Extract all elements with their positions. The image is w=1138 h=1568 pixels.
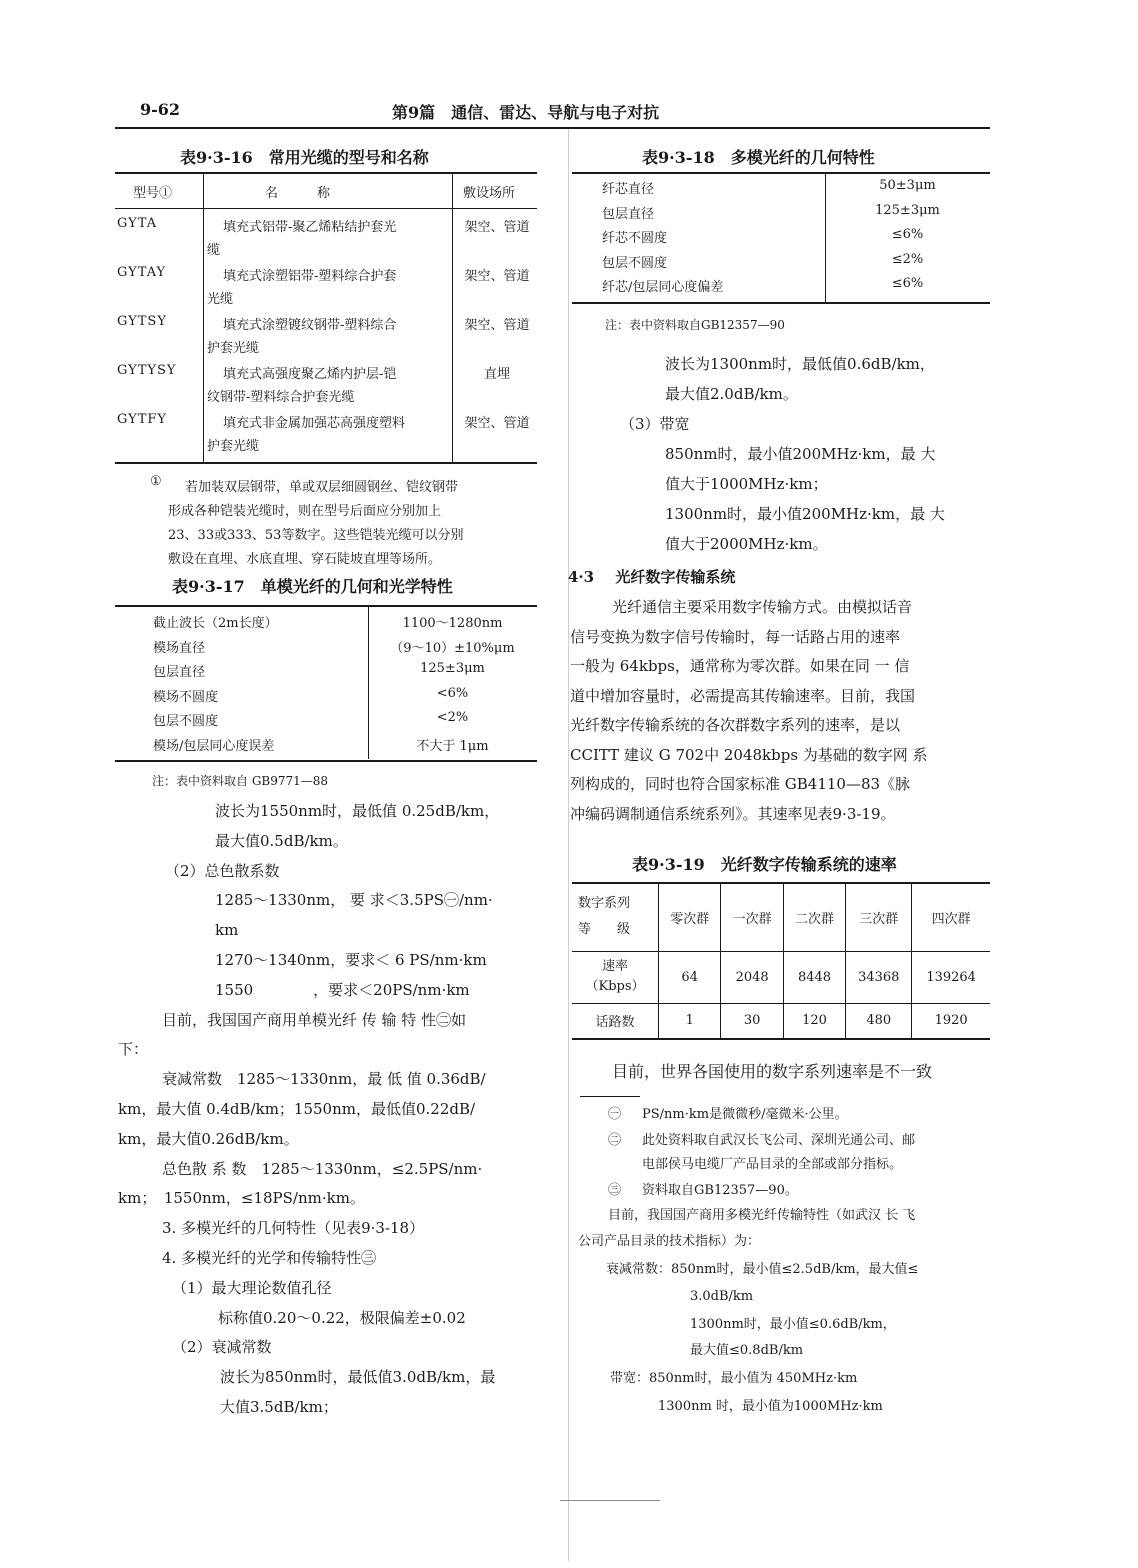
- body-line: 值大于2000MHz·km。: [665, 535, 828, 553]
- paragraph-line: 光纤通信主要采用数字传输方式。由模拟话音: [612, 598, 913, 616]
- footnote-spec-line: 最大值≤0.8dB/km: [690, 1343, 804, 1358]
- table-19-level: 二次群: [783, 883, 845, 951]
- table-16-name: 填充式非金属加强芯高强度塑料: [223, 416, 406, 431]
- bottom-mark: [560, 1500, 660, 1501]
- table-18-value: ≤2%: [891, 251, 924, 267]
- body-line: 大值3.5dB/km；: [220, 1398, 338, 1416]
- table-18-value: ≤6%: [891, 227, 924, 242]
- table-16-name: 填充式涂塑铝带-塑料综合护套: [223, 269, 397, 284]
- footnote-spec-line: 3.0dB/km: [690, 1289, 754, 1304]
- table-19-rate: 34368: [846, 951, 912, 1003]
- page-header-title: 第9篇 通信、雷达、导航与电子对抗: [392, 103, 660, 122]
- table-19-channels: 30: [721, 1003, 783, 1039]
- table-16-col-model: 型号①: [133, 186, 173, 201]
- table-17-value: 125±3μm: [420, 661, 485, 676]
- table-17-note: 注：表中资料取自 GB9771—88: [152, 774, 329, 788]
- table-16-model: GYTAY: [117, 265, 167, 280]
- body-line: 值大于1000MHz·km；: [665, 475, 828, 493]
- body-line: 最大值2.0dB/km。: [665, 385, 798, 403]
- table-19-channels: 1920: [912, 1003, 990, 1039]
- footnote-paragraph-line: 目前，我国国产商用多模光纤传输特性（如武汉 长 飞: [608, 1208, 916, 1223]
- paragraph-line: 信号变换为数字信号传输时，每一话路占用的速率: [570, 627, 901, 646]
- body-line: 1285～1330nm， 要 求＜3.5PS㊀/nm·: [215, 891, 493, 910]
- table-16-name: 填充式铝带-聚乙烯粘结护套光: [223, 220, 397, 235]
- table-16-model: GYTYSY: [117, 363, 177, 378]
- table-19-channels-label: 话路数: [572, 1003, 659, 1039]
- paragraph-line: 冲编码调制通信系统系列》。其速率见表9·3-19。: [570, 804, 896, 823]
- table-18-property: 包层不圆度: [602, 255, 668, 271]
- footnote-text: 此处资料取自武汉长飞公司、深圳光通公司、邮: [642, 1133, 916, 1148]
- table-16: [115, 174, 537, 454]
- table-17-property: 模场不圆度: [153, 689, 219, 705]
- table-16-name-cont: 光缆: [207, 292, 234, 307]
- section-number: 4·3: [568, 568, 595, 586]
- table-16-name-cont: 护套光缆: [207, 439, 260, 454]
- body-line: （2）总色散系数: [165, 861, 280, 880]
- body-line: 最大值0.5dB/km。: [215, 831, 348, 850]
- closing-line: 目前，世界各国使用的数字系列速率是不一致: [612, 1062, 933, 1081]
- body-line: 总色散 系 数 1285～1330nm，≤2.5PS/nm·: [162, 1159, 483, 1178]
- table-16-model: GYTFY: [117, 412, 168, 427]
- body-line: 1550 ，要求＜20PS/nm·km: [215, 980, 470, 999]
- table-16-model: GYTSY: [117, 314, 167, 329]
- table-19-channels: 120: [783, 1003, 845, 1039]
- table-19-rate-label-1: 速率: [601, 959, 628, 974]
- table-16-place: 架空、管道: [464, 220, 530, 235]
- table-16-name: 填充式涂塑镀纹钢带-塑料综合: [223, 318, 397, 333]
- body-line: 3. 多模光纤的几何特性（见表9·3-18）: [162, 1219, 425, 1238]
- table-18-caption: 表9·3-18 多模光纤的几何特性: [642, 148, 875, 167]
- table-18-note: 注：表中资料取自GB12357—90: [605, 318, 785, 332]
- body-line: km； 1550nm，≤18PS/nm·km。: [118, 1189, 365, 1208]
- body-line: km: [215, 921, 239, 940]
- table-16-name: 填充式高强度聚乙烯内护层-铠: [223, 367, 397, 382]
- table-18-value: ≤6%: [891, 276, 924, 291]
- table-17-property: 包层直径: [153, 665, 206, 680]
- table-19: [572, 882, 990, 1040]
- body-line: 目前，我国国产商用单模光纤 传 输 特 性㊁如: [162, 1010, 467, 1029]
- table-17-top-rule: [115, 605, 537, 607]
- table-18-bottom-rule: [572, 302, 990, 304]
- table-19-caption: 表9·3-19 光纤数字传输系统的速率: [632, 855, 897, 874]
- table-16-name-cont: 护套光缆: [207, 341, 260, 356]
- footnote-mark: ㊁: [608, 1133, 622, 1148]
- body-line: （3）带宽: [620, 415, 690, 433]
- table-18-property: 纤芯直径: [602, 182, 655, 197]
- table-16-caption: 表9·3-16 常用光缆的型号和名称: [180, 148, 429, 167]
- footnote-text-cont: 电部侯马电缆厂产品目录的全部或部分指标。: [642, 1157, 903, 1172]
- body-line: 1300nm时，最小值200MHz·km，最 大: [665, 505, 945, 523]
- table-19-rate: 139264: [912, 951, 990, 1003]
- table-19-channels: 1: [659, 1003, 721, 1039]
- footnote-text: PS/nm·km是微微秒/毫微米·公里。: [642, 1107, 848, 1122]
- table-19-channels: 480: [846, 1003, 912, 1039]
- table-16-place: 架空、管道: [464, 416, 530, 431]
- body-line: 波长为1300nm时，最低值0.6dB/km，: [665, 355, 935, 373]
- table-19-level: 零次群: [659, 883, 721, 951]
- footnote-mark: ㊀: [608, 1107, 622, 1122]
- footnote-spec-line: 带宽：850nm时，最小值为 450MHz·km: [610, 1371, 858, 1386]
- footnote-spec-line: 1300nm 时，最小值为1000MHz·km: [658, 1399, 883, 1414]
- table-17-property: 模场直径: [153, 640, 206, 656]
- table-17-caption: 表9·3-17 单模光纤的几何和光学特性: [172, 577, 453, 596]
- table-19-header-2: 等 级: [578, 922, 631, 938]
- table-19-rate-label-2: （Kbps）: [585, 979, 645, 994]
- table-16-note-line: 形成各种铠装光缆时，则在型号后面应分别加上: [168, 504, 442, 519]
- table-16-note-line: 敷设在直埋、水底直埋、穿石陡坡直埋等场所。: [168, 552, 442, 567]
- body-line: km，最大值 0.4dB/km；1550nm，最低值0.22dB/: [118, 1100, 476, 1118]
- table-16-col-name: 名 称: [265, 186, 331, 201]
- table-16-name-cont: 缆: [207, 243, 221, 258]
- table-19-rate: 2048: [721, 951, 783, 1003]
- body-line: 波长为850nm时，最低值3.0dB/km，最: [220, 1368, 496, 1387]
- table-16-place: 架空、管道: [464, 269, 530, 284]
- body-line: 衰减常数 1285～1330nm，最 低 值 0.36dB/: [162, 1070, 486, 1089]
- table-19-level: 三次群: [846, 883, 912, 951]
- body-line: 下：: [118, 1040, 149, 1059]
- body-line: （2）衰减常数: [172, 1338, 272, 1357]
- footnote-paragraph-line: 公司产品目录的技术指标）为：: [578, 1234, 761, 1249]
- footnote-mark: ㊂: [608, 1183, 622, 1198]
- footnote-spec-line: 衰减常数：850nm时，最小值≤2.5dB/km，最大值≤: [606, 1262, 919, 1277]
- table-17-bottom-rule: [115, 760, 537, 762]
- paragraph-line: 道中增加容量时，必需提高其传输速率。目前，我国: [570, 686, 916, 705]
- table-16-note-mark: ①: [150, 474, 162, 489]
- table-18-value: 125±3μm: [875, 202, 940, 218]
- table-17-property: 模场/包层同心度误差: [153, 738, 275, 754]
- table-19-header-1: 数字系列: [578, 896, 631, 912]
- footnote-spec-line: 1300nm时，最小值≤0.6dB/km，: [690, 1317, 896, 1332]
- table-19-level: 四次群: [912, 883, 990, 951]
- table-17-value: （9～10）±10%μm: [390, 640, 515, 656]
- paragraph-line: 一般为 64kbps，通常称为零次群。如果在同 一 信: [570, 657, 910, 675]
- table-17-value: 不大于 1μm: [416, 738, 489, 754]
- header-rule: [115, 127, 990, 129]
- table-18-value: 50±3μm: [879, 178, 936, 193]
- table-18-property: 纤芯/包层同心度偏差: [602, 280, 724, 295]
- footnote-text: 资料取自GB12357—90。: [642, 1183, 798, 1198]
- table-17-value: <2%: [436, 710, 469, 725]
- section-title: 光纤数字传输系统: [615, 568, 736, 586]
- body-line: （1）最大理论数值孔径: [172, 1278, 332, 1297]
- table-16-name-cont: 纹钢带-塑料综合护套光缆: [207, 390, 355, 405]
- body-line: 1270～1340nm，要求＜ 6 PS/nm·km: [215, 951, 487, 969]
- section-heading: [568, 566, 735, 587]
- table-17-value: 1100～1280nm: [402, 616, 503, 631]
- table-19-rate: 64: [659, 951, 721, 1003]
- table-18-property: 纤芯不圆度: [602, 231, 668, 246]
- table-16-place: 直埋: [483, 367, 510, 382]
- table-19-rate: 8448: [783, 951, 845, 1003]
- table-18-property: 包层直径: [602, 206, 655, 222]
- table-16-note-line: 23、33或333、53等数字。这些铠装光缆可以分别: [168, 528, 464, 543]
- table-17-value: <6%: [436, 685, 469, 701]
- body-line: 标称值0.20～0.22，极限偏差±0.02: [218, 1308, 466, 1327]
- table-17-property: 截止波长（2m长度）: [153, 616, 278, 631]
- table-16-bottom-rule: [115, 462, 537, 464]
- table-16-model: GYTA: [117, 216, 158, 231]
- body-line: 波长为1550nm时，最低值 0.25dB/km，: [215, 802, 500, 820]
- paragraph-line: 光纤数字传输系统的各次群数字系列的速率，是以: [570, 716, 901, 734]
- paragraph-line: CCITT 建议 G 702中 2048kbps 为基础的数字网 系: [570, 745, 928, 764]
- table-16-place: 架空、管道: [464, 318, 530, 333]
- table-16-note-line: 若加装双层钢带，单或双层细圆钢丝、铠纹钢带: [185, 480, 459, 495]
- table-17-property: 包层不圆度: [153, 714, 219, 729]
- column-divider: [568, 129, 569, 1561]
- table-16-col-place: 敷设场所: [463, 186, 516, 201]
- table-18-top-rule: [572, 172, 990, 174]
- footnote-rule: [580, 1096, 640, 1097]
- body-line: 4. 多模光纤的光学和传输特性㊂: [162, 1249, 377, 1267]
- page-number: 9-62: [140, 100, 181, 119]
- body-line: 850nm时，最小值200MHz·km，最 大: [665, 445, 936, 463]
- table-19-level: 一次群: [721, 883, 783, 951]
- paragraph-line: 列构成的，同时也符合国家标准 GB4110—83《脉: [570, 775, 911, 793]
- body-line: km，最大值0.26dB/km。: [118, 1129, 299, 1148]
